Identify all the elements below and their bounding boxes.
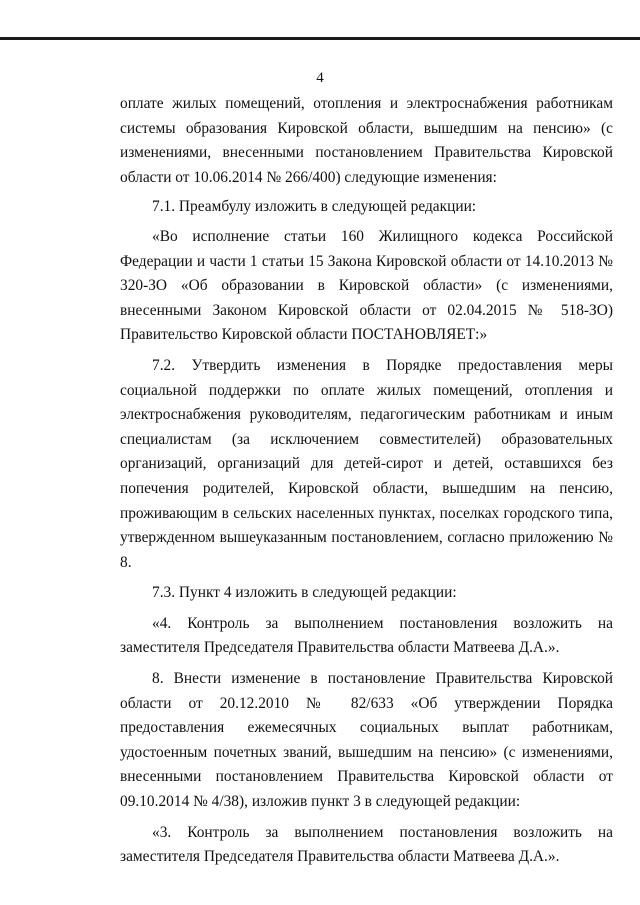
- paragraph-7-2: 7.2. Утвердить изменения в Порядке предоставления меры социальной поддержки по оплате жилых помещений, отопления и электроснабжения руководителям, педагогическим работникам и иным специалистам (за исключением совместителей) образовательных организаций, организаций для детей-сирот и детей, оставшихся без попечения родителей, Кировской области, вышедшим на пенсию, проживающим в сельских населенных пунктах, поселках городского типа, утвержденном вышеуказанным постановлением, согласно приложению № 8.: [120, 356, 613, 571]
- paragraph-continuation: оплате жилых помещений, отопления и электроснабжения работникам системы образования Кировской области, вышедшим на пенсию» (с изменениями, внесенными постановлением Правительства Кировской области от 10.06.2014 № 266/400) следующие изменения:: [120, 95, 613, 186]
- paragraph-7-3: 7.3. Пункт 4 изложить в следующей редакции:: [152, 584, 457, 602]
- document-body: [120, 92, 613, 870]
- header-rule: [0, 37, 640, 40]
- paragraph-point-4-quote: «4. Контроль за выполнением постановления возложить на заместителя Председателя Правительства области Матвеева Д.А.».: [120, 614, 613, 657]
- page-number: 4: [316, 70, 324, 86]
- paragraph-8: 8. Внести изменение в постановление Правительства Кировской области от 20.12.2010 № 82/633 «Об утверждении Порядка предоставления ежемесячных социальных выплат работникам, удостоенным почетных званий, вышедшим на пенсию» (с изменениями, внесенными постановлением Правительства Кировской области от 09.10.2014 № 4/38), изложив пункт 3 в следующей редакции:: [120, 670, 613, 811]
- paragraph-7-1: 7.1. Преамбулу изложить в следующей редакции:: [152, 198, 477, 216]
- paragraph-point-3-quote: «3. Контроль за выполнением постановления возложить на заместителя Председателя Правительства области Матвеева Д.А.».: [120, 823, 613, 866]
- paragraph-preamble-quote: «Во исполнение статьи 160 Жилищного кодекса Российской Федерации и части 1 статьи 15 Закона Кировской области от 14.10.2013 № 320-ЗО «Об образовании в Кировской области» (с изменениями, внесенными Законом Кировской области от 02.04.2015 № 518-ЗО) Правительство Кировской области ПОСТАНОВЛЯЕТ:»: [120, 227, 613, 344]
